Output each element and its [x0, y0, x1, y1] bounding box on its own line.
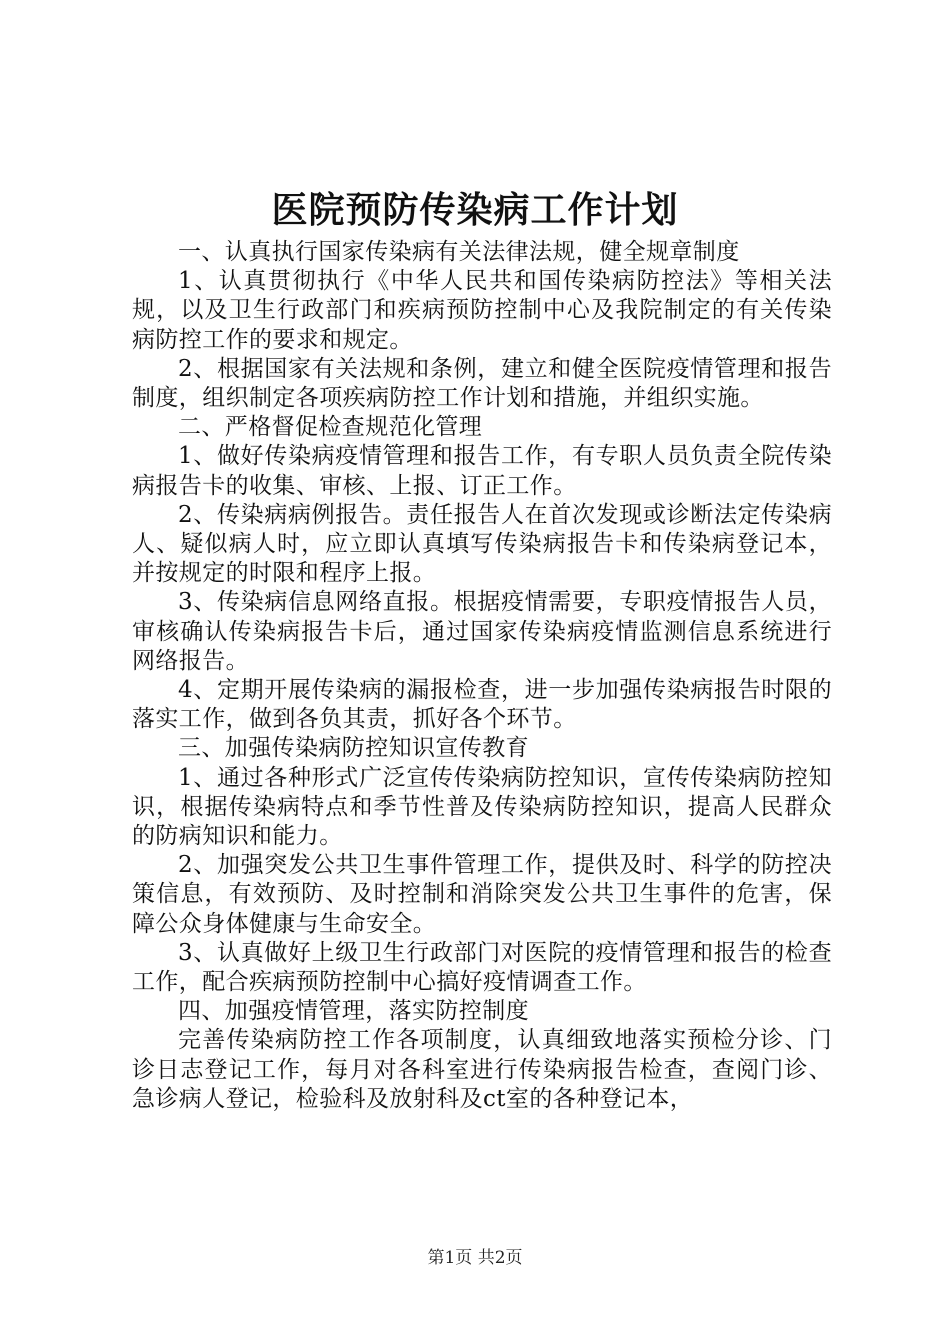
paragraph-3-3: 3、认真做好上级卫生行政部门对医院的疫情管理和报告的检查工作，配合疾病预防控制中心搞好疫情调查工作。: [132, 939, 832, 996]
paragraph-3-1: 1、通过各种形式广泛宣传传染病防控知识，宣传传染病防控知识，根据传染病特点和季节性普及传染病防控知识，提高人民群众的防病知识和能力。: [132, 764, 832, 850]
page-footer: 第1页 共2页: [427, 1248, 523, 1268]
paragraph-section-1-heading: 一、认真执行国家传染病有关法律法规，健全规章制度: [178, 239, 740, 265]
paragraph-3-2: 2、加强突发公共卫生事件管理工作，提供及时、科学的防控决策信息，有效预防、及时控制和消除突发公共卫生事件的危害，保障公众身体健康与生命安全。: [132, 852, 832, 937]
paragraph-4-1: 完善传染病防控工作各项制度，认真细致地落实预检分诊、门诊日志登记工作，每月对各科室进行传染病报告检查，查阅门诊、急诊病人登记，检验科及放射科及ct室的各种登记本，: [132, 1027, 832, 1112]
paragraph-2-3: 3、传染病信息网络直报。根据疫情需要，专职疫情报告人员，审核确认传染病报告卡后，通过国家传染病疫情监测信息系统进行网络报告。: [132, 589, 832, 674]
paragraph-2-1: 1、做好传染病疫情管理和报告工作，有专职人员负责全院传染病报告卡的收集、审核、上报、订正工作。: [132, 443, 832, 499]
paragraph-1-1: 1、认真贯彻执行《中华人民共和国传染病防控法》等相关法规，以及卫生行政部门和疾病预防控制中心及我院制定的有关传染病防控工作的要求和规定。: [132, 268, 832, 353]
document-body: [132, 238, 832, 1114]
paragraph-1-2: 2、根据国家有关法规和条例，建立和健全医院疫情管理和报告制度，组织制定各项疾病防控工作计划和措施，并组织实施。: [132, 355, 832, 412]
document-title: 医院预防传染病工作计划: [271, 189, 679, 231]
paragraph-section-2-heading: 二、严格督促检查规范化管理: [178, 414, 483, 441]
paragraph-section-4-heading: 四、加强疫情管理，落实防控制度: [178, 998, 529, 1025]
paragraph-2-4: 4、定期开展传染病的漏报检查，进一步加强传染病报告时限的落实工作，做到各负其责，抓好各个环节。: [132, 677, 832, 733]
paragraph-section-3-heading: 三、加强传染病防控知识宣传教育: [178, 735, 529, 762]
paragraph-2-2: 2、传染病病例报告。责任报告人在首次发现或诊断法定传染病人、疑似病人时，应立即认真填写传染病报告卡和传染病登记本，并按规定的时限和程序上报。: [132, 501, 832, 587]
